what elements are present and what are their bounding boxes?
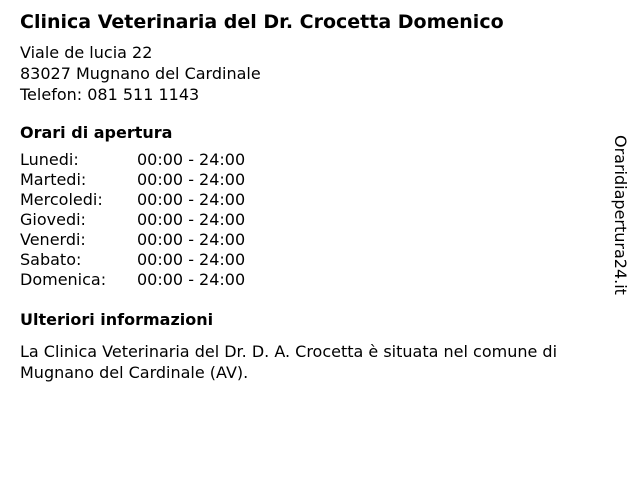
opening-hours-table	[20, 150, 610, 290]
hours-day: Mercoledi:	[20, 190, 103, 209]
hours-time: 00:00 - 24:00	[137, 270, 246, 289]
city-address: 83027 Mugnano del Cardinale	[20, 64, 261, 83]
hours-time: 00:00 - 24:00	[137, 170, 246, 189]
hours-time: 00:00 - 24:00	[137, 250, 246, 269]
hours-day: Martedi:	[20, 170, 87, 189]
street-address: Viale de lucia 22	[20, 43, 153, 62]
hours-row-wednesday	[20, 190, 610, 210]
hours-row-thursday	[20, 210, 610, 230]
hours-row-saturday	[20, 250, 610, 270]
more-info-text: La Clinica Veterinaria del Dr. D. A. Crocetta è situata nel comune di Mugnano del Cardinale (AV).	[20, 342, 558, 382]
phone-number: Telefon: 081 511 1143	[20, 85, 200, 104]
opening-hours-heading: Orari di apertura	[20, 123, 173, 142]
hours-time: 00:00 - 24:00	[137, 150, 246, 169]
hours-time: 00:00 - 24:00	[137, 190, 246, 209]
hours-day: Venerdi:	[20, 230, 86, 249]
business-name: Clinica Veterinaria del Dr. Crocetta Domenico	[20, 11, 504, 33]
hours-day: Sabato:	[20, 250, 82, 269]
hours-row-tuesday	[20, 170, 610, 190]
hours-row-sunday	[20, 270, 610, 290]
hours-time: 00:00 - 24:00	[137, 230, 246, 249]
more-info-heading: Ulteriori informazioni	[20, 310, 214, 329]
hours-row-monday	[20, 150, 610, 170]
hours-day: Giovedi:	[20, 210, 86, 229]
hours-row-friday	[20, 230, 610, 250]
hours-day: Lunedi:	[20, 150, 79, 169]
address-block	[20, 42, 610, 105]
site-watermark: Oraridiapertura24.it	[611, 135, 630, 295]
business-listing	[20, 10, 610, 383]
hours-day: Domenica:	[20, 270, 107, 289]
hours-time: 00:00 - 24:00	[137, 210, 246, 229]
